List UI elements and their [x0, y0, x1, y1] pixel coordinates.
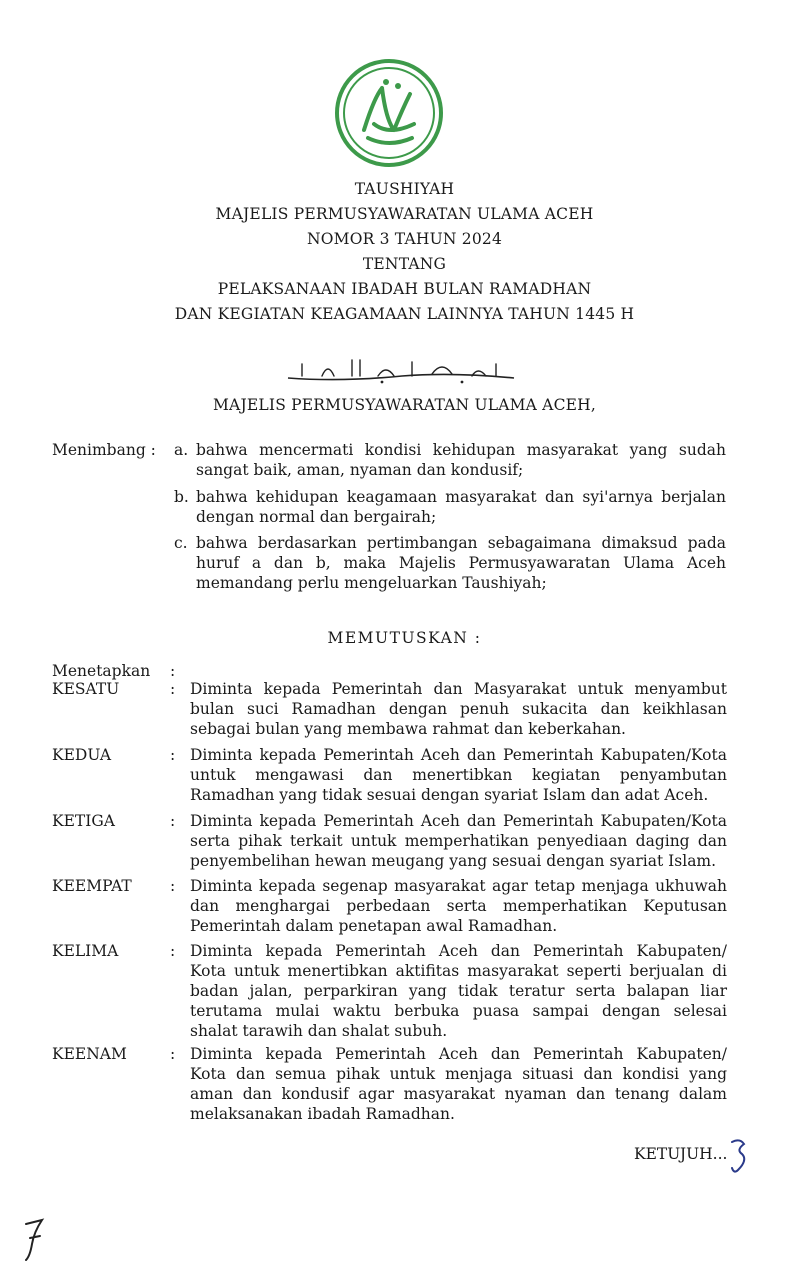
doc-type: TAUSHIYAH	[354, 180, 455, 198]
line: bahwa kehidupan keagamaan masyarakat dan syi'arnya berjalan	[196, 488, 726, 506]
decision-colon: :	[170, 812, 176, 830]
line: Pemerintah dalam penetapan awal Ramadhan.	[190, 917, 558, 935]
line: Diminta kepada Pemerintah Aceh dan Pemerintah Kabupaten/Kota	[190, 812, 727, 830]
menimbang-label: Menimbang :	[52, 441, 156, 459]
decision-text-keenam	[190, 1044, 727, 1124]
line: Ramadhan yang tidak sesuai dengan syariat Islam dan adat Aceh.	[190, 786, 709, 804]
menimbang-marker-b: b.	[174, 488, 189, 506]
decision-text-keempat	[190, 876, 727, 936]
line: badan jalan, perparkiran yang tidak teratur serta balapan liar	[190, 982, 727, 1000]
line: Diminta kepada Pemerintah Aceh dan Pemerintah Kabupaten/	[190, 1045, 727, 1063]
line: Kota dan semua pihak untuk menjaga situasi dan kondisi yang	[190, 1065, 727, 1083]
menimbang-marker-a: a.	[174, 441, 189, 459]
line: Diminta kepada segenap masyarakat agar tetap menjaga ukhuwah	[190, 877, 727, 895]
menimbang-marker-c: c.	[174, 534, 188, 552]
doc-title-line-2: DAN KEGIATAN KEAGAMAAN LAINNYA TAHUN 1445 H	[174, 305, 635, 323]
decision-colon: :	[170, 680, 176, 698]
line: bahwa mencermati kondisi kehidupan masyarakat yang sudah	[196, 441, 726, 459]
line: shalat tarawih dan shalat subuh.	[190, 1022, 448, 1040]
menetapkan-colon: :	[170, 662, 176, 680]
menetapkan-label: Menetapkan	[52, 662, 151, 680]
ulama-logo	[334, 58, 444, 168]
menimbang-item-c	[196, 533, 726, 593]
line: sangat baik, aman, nyaman dan kondusif;	[196, 461, 524, 479]
decision-label-keempat: KEEMPAT	[52, 877, 132, 895]
initial-mark-icon	[728, 1136, 750, 1176]
menimbang-item-b	[196, 487, 726, 527]
decision-text-kelima	[190, 941, 727, 1041]
decision-text-kedua	[190, 745, 727, 805]
line: memandang perlu mengeluarkan Taushiyah;	[196, 574, 547, 592]
line: dan menghargai perbedaan serta memperhatikan Keputusan	[190, 897, 727, 915]
line: terutama mulai waktu berbuka puasa sampai dengan selesai	[190, 1002, 727, 1020]
doc-title-line-1: PELAKSANAAN IBADAH BULAN RAMADHAN	[217, 280, 592, 298]
line: Kota untuk menertibkan aktifitas masyarakat seperti berjualan di	[190, 962, 727, 980]
decision-label-ketiga: KETIGA	[52, 812, 115, 830]
line: huruf a dan b, maka Majelis Permusyawaratan Ulama Aceh	[196, 554, 726, 572]
line: aman dan kondusif agar masyarakat nyaman dan tenang dalam	[190, 1085, 727, 1103]
paraf-mark-icon	[22, 1216, 48, 1262]
decision-colon: :	[170, 877, 176, 895]
line: melaksanakan ibadah Ramadhan.	[190, 1105, 455, 1123]
decision-label-kesatu: KESATU	[52, 680, 120, 698]
line: dengan normal dan bergairah;	[196, 508, 437, 526]
decision-colon: :	[170, 746, 176, 764]
issuer-name: MAJELIS PERMUSYAWARATAN ULAMA ACEH	[215, 205, 594, 223]
decision-colon: :	[170, 1045, 176, 1063]
menimbang-item-a	[196, 440, 726, 480]
doc-number: NOMOR 3 TAHUN 2024	[306, 230, 503, 248]
about-label: TENTANG	[362, 255, 447, 273]
basmalah-calligraphy	[282, 352, 522, 386]
issuer-statement: MAJELIS PERMUSYAWARATAN ULAMA ACEH,	[212, 396, 596, 414]
line: sebagai bulan yang membawa rahmat dan keberkahan.	[190, 720, 626, 738]
decision-label-keenam: KEENAM	[52, 1045, 127, 1063]
memutuskan-heading: MEMUTUSKAN :	[327, 629, 482, 647]
decision-text-kesatu	[190, 679, 727, 739]
decision-label-kedua: KEDUA	[52, 746, 112, 764]
line: bulan suci Ramadhan dengan penuh sukacita dan keikhlasan	[190, 700, 727, 718]
line: penyembelihan hewan meugang yang sesuai dengan syariat Islam.	[190, 852, 717, 870]
line: serta pihak terkait untuk memperhatikan penyediaan daging dan	[190, 832, 727, 850]
line: Diminta kepada Pemerintah Aceh dan Pemerintah Kabupaten/	[190, 942, 727, 960]
continuation-marker: KETUJUH...	[634, 1145, 728, 1163]
decision-colon: :	[170, 942, 176, 960]
line: Diminta kepada Pemerintah Aceh dan Pemerintah Kabupaten/Kota	[190, 746, 727, 764]
decision-text-ketiga	[190, 811, 727, 871]
line: bahwa berdasarkan pertimbangan sebagaimana dimaksud pada	[196, 534, 726, 552]
decision-label-kelima: KELIMA	[52, 942, 119, 960]
line: untuk mengawasi dan menertibkan kegiatan penyambutan	[190, 766, 727, 784]
line: Diminta kepada Pemerintah dan Masyarakat untuk menyambut	[190, 680, 727, 698]
